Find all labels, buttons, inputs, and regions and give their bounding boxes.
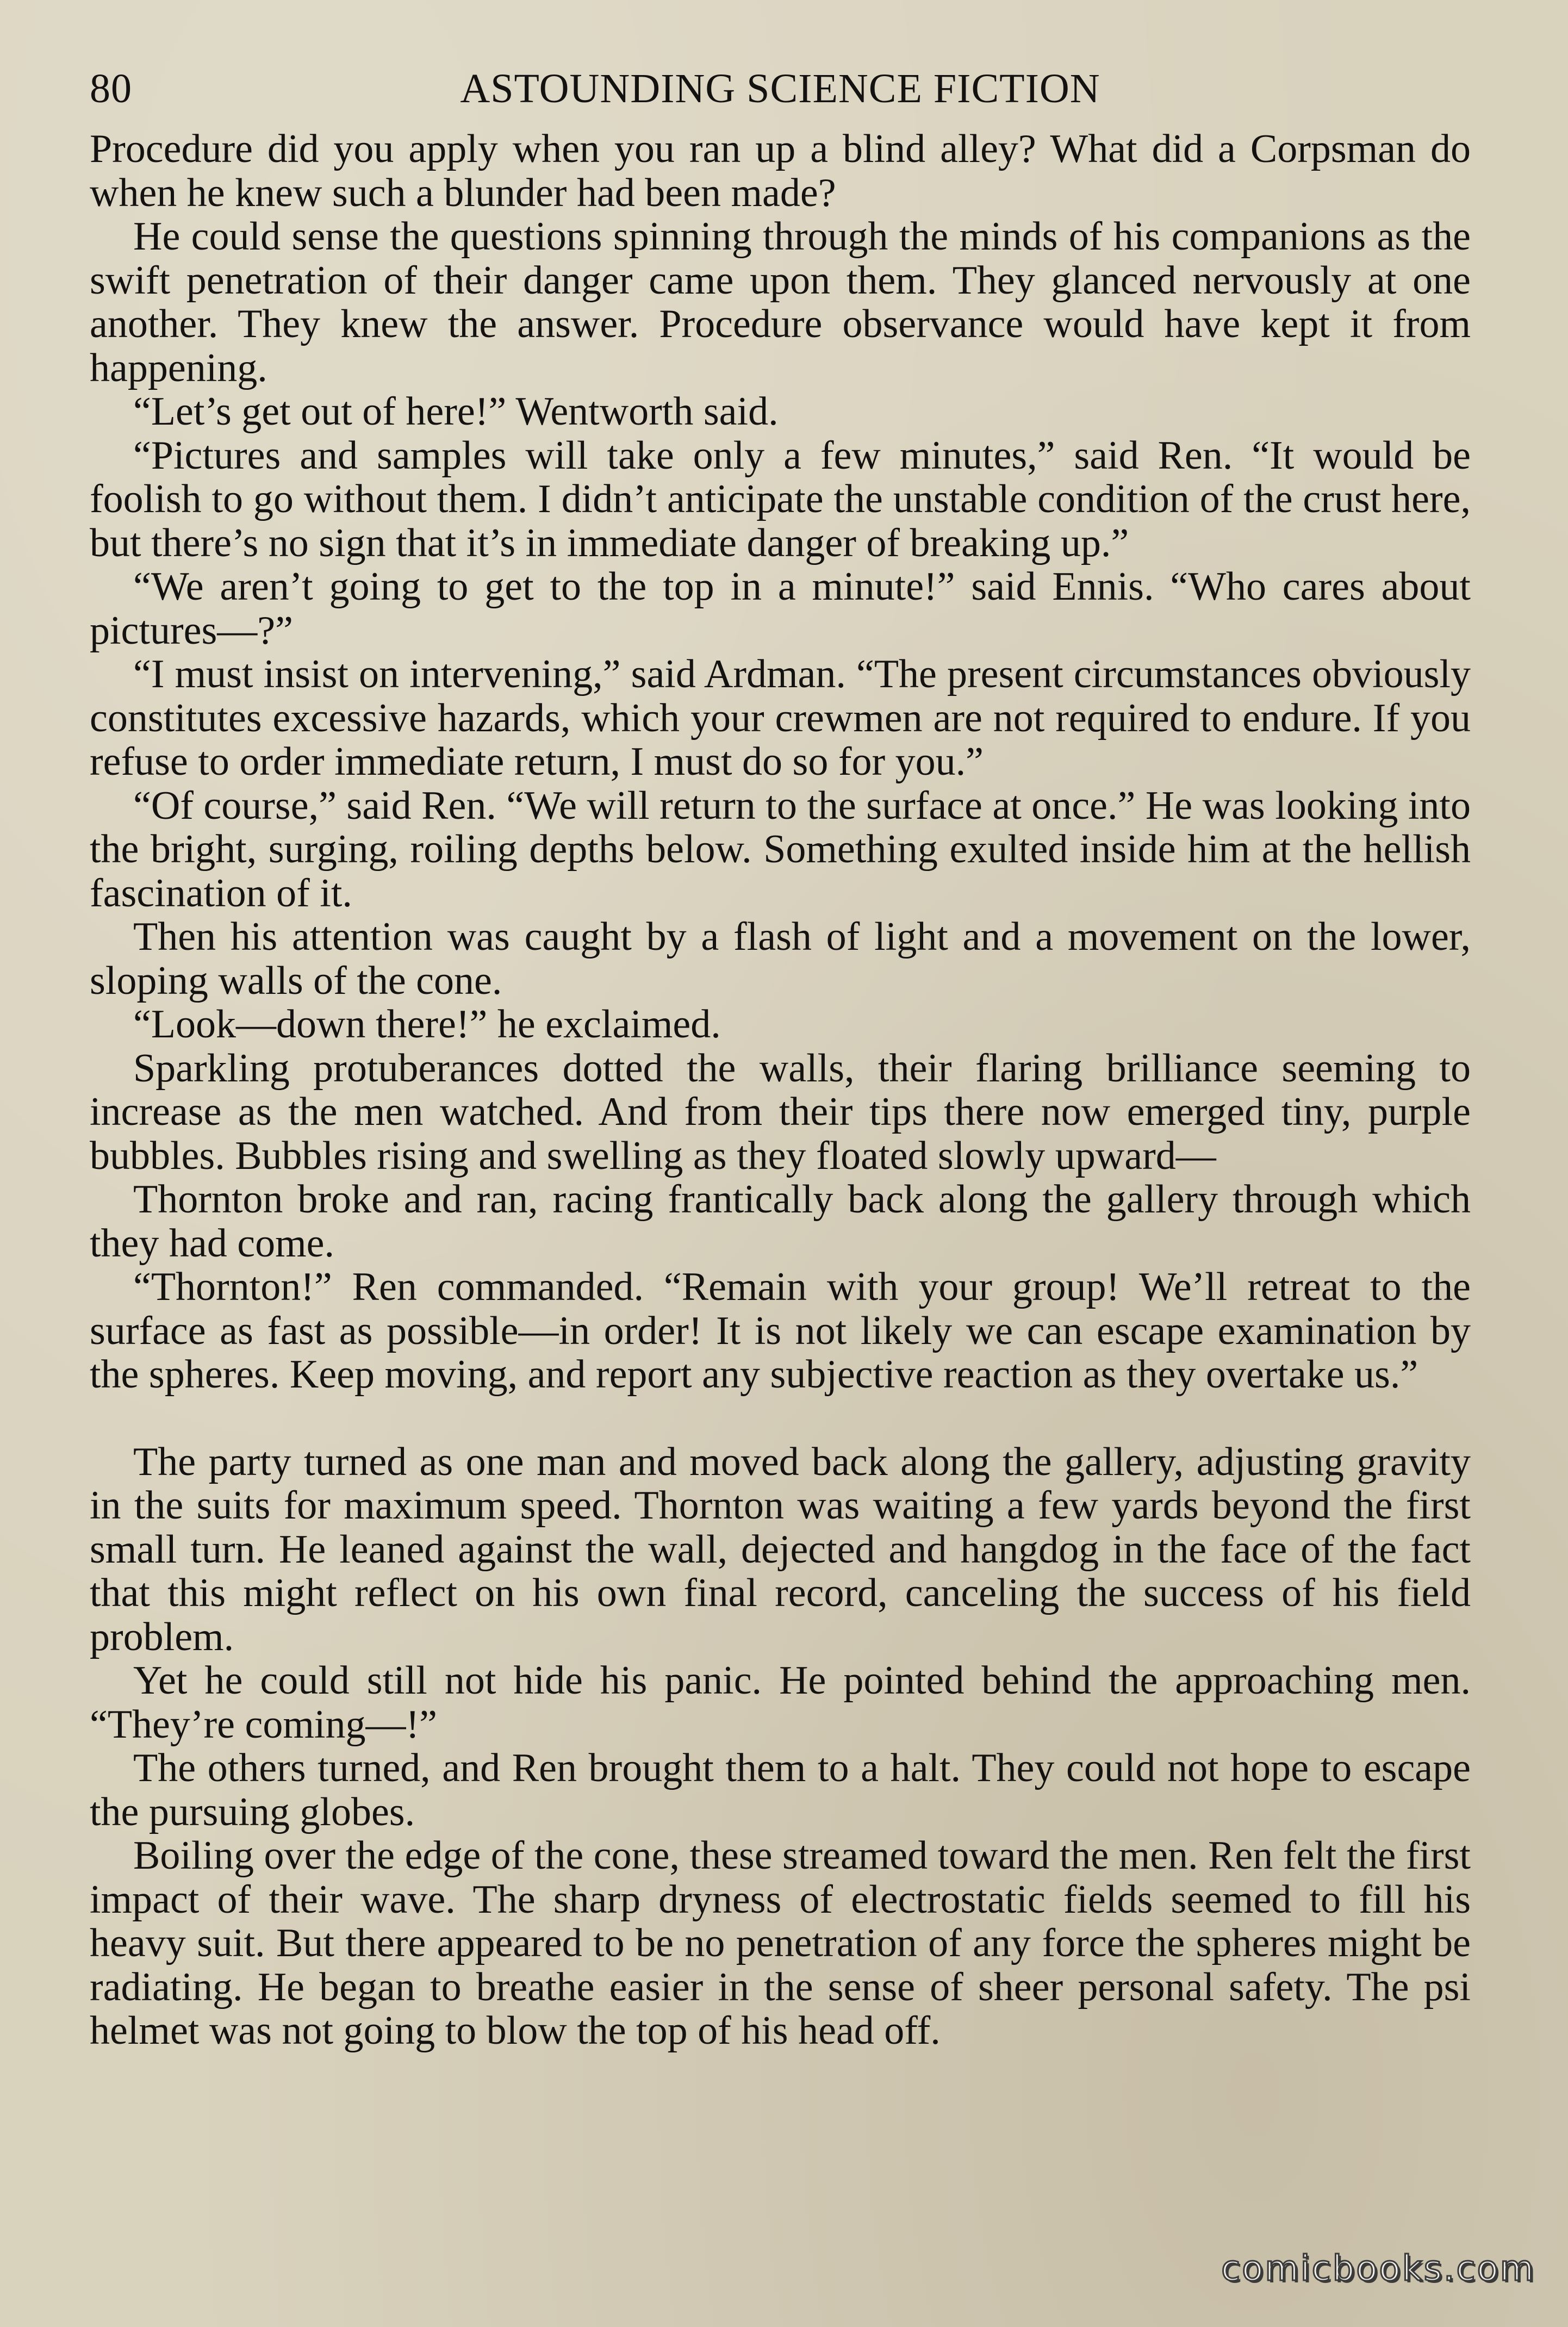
paragraph: Yet he could still not hide his panic. He pointed behind the approaching men. “They’re coming—!” (90, 1658, 1471, 1747)
paragraph: “I must insist on intervening,” said Ardman. “The present circumstances obviously constitutes excessive hazards, which your crewmen are not required to endure. If you refuse to order immediate return, I must do so for you.” (90, 652, 1471, 784)
running-head: ASTOUNDING SCIENCE FICTION (460, 66, 1100, 111)
paragraph: “Thornton!” Ren commanded. “Remain with your group! We’ll retreat to the surface as fast as possible—in order! It is not likely we can escape examination by the spheres. Keep moving, and report any subjective reaction as they overtake us.” (90, 1265, 1471, 1397)
watermark-logo: comicbooks.com (1221, 2249, 1535, 2289)
paragraph: “Pictures and samples will take only a few minutes,” said Ren. “It would be foolish to go without them. I didn’t anticipate the unstable condition of the crust here, but there’s no sign that it’s in immediate danger of breaking up.” (90, 433, 1471, 565)
paragraph: Thornton broke and ran, racing frantically back along the gallery through which they had come. (90, 1177, 1471, 1266)
paragraph: Sparkling protuberances dotted the walls, their flaring brilliance seeming to increase as the men watched. And from their tips there now emerged tiny, purple bubbles. Bubbles rising and swelling as they floated slowly upward— (90, 1046, 1471, 1178)
section-break (90, 1397, 1471, 1440)
story-text (90, 127, 1471, 2053)
paragraph: “Of course,” said Ren. “We will return to the surface at once.” He was looking into the bright, surging, roiling depths below. Something exulted inside him at the hellish fascination of it. (90, 783, 1471, 916)
page-number: 80 (90, 66, 132, 111)
story-section-1 (90, 127, 1471, 1397)
story-section-2 (90, 1440, 1471, 2053)
paragraph: The others turned, and Ren brought them to a halt. They could not hope to escape the pursuing globes. (90, 1746, 1471, 1834)
paragraph: Then his attention was caught by a flash of light and a movement on the lower, sloping walls of the cone. (90, 914, 1471, 1003)
paragraph: “We aren’t going to get to the top in a minute!” said Ennis. “Who cares about pictures—?” (90, 564, 1471, 653)
paragraph: Boiling over the edge of the cone, these streamed toward the men. Ren felt the first impact of their wave. The sharp dryness of electrostatic fields seemed to fill his heavy suit. But there appeared to be no penetration of any force the spheres might be radiating. He began to breathe easier in the sense of sheer personal safety. The psi helmet was not going to blow the top of his head off. (90, 1833, 1471, 2053)
paragraph: “Let’s get out of here!” Wentworth said. (133, 389, 779, 434)
paragraph: He could sense the questions spinning through the minds of his companions as the swift penetration of their danger came upon them. They glanced nervously at one another. They knew the answer. Procedure observance would have kept it from happening. (90, 214, 1471, 390)
magazine-page (90, 65, 1471, 2053)
paragraph: “Look—down there!” he exclaimed. (133, 1002, 721, 1047)
page-header (90, 65, 1471, 120)
paragraph: Procedure did you apply when you ran up a blind alley? What did a Corpsman do when he knew such a blunder had been made? (90, 127, 1471, 215)
paragraph: The party turned as one man and moved back along the gallery, adjusting gravity in the suits for maximum speed. Thornton was waiting a few yards beyond the first small turn. He leaned against the wall, dejected and hangdog in the face of the fact that this might reflect on his own final record, canceling the success of his field problem. (90, 1439, 1471, 1659)
